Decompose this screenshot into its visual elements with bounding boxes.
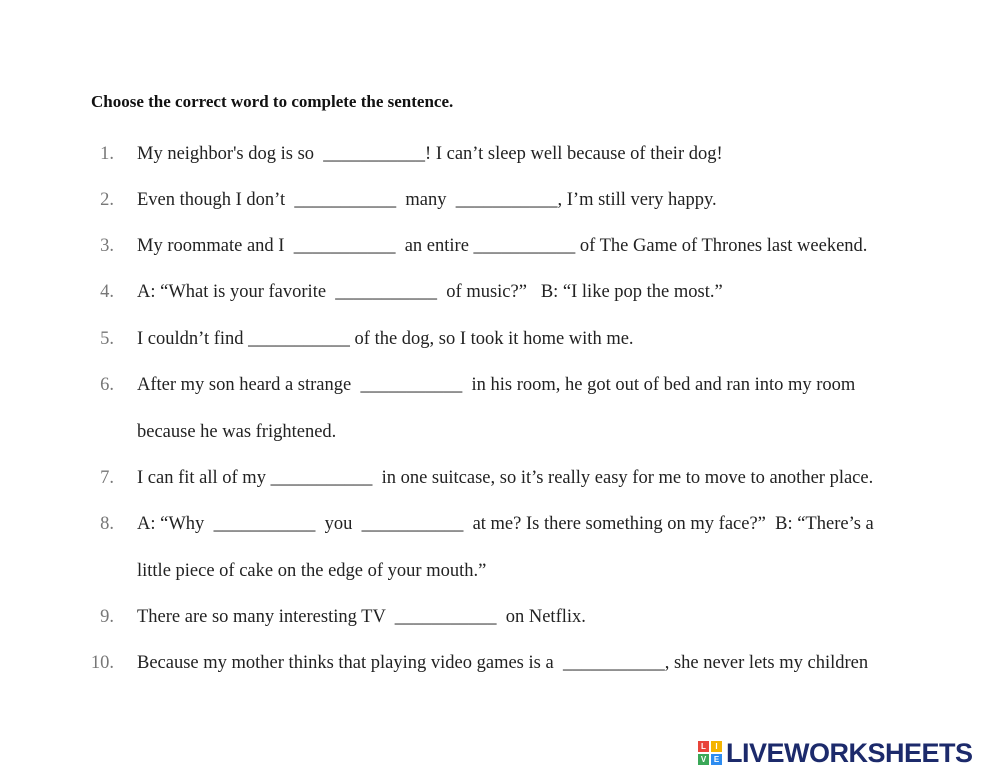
sentence-segment: on Netflix. (496, 607, 586, 627)
instruction-heading: Choose the correct word to complete the sentence. (91, 92, 454, 111)
sentence-text (137, 235, 867, 257)
sentence-segment: of the dog, so I took it home with me. (349, 329, 634, 349)
item-number: 9. (100, 607, 114, 627)
item-number: 1. (100, 144, 114, 164)
answer-blank[interactable]: ___________ (394, 607, 497, 627)
item-number: 7. (100, 468, 114, 488)
logo-cell: L (698, 741, 709, 752)
sentence-segment: A: “What is your favorite (137, 282, 336, 302)
sentence-segment: in one suitcase, so it’s really easy for me to move to another place. (372, 468, 874, 488)
sentence-segment: My neighbor's dog is so (137, 144, 324, 164)
answer-blank[interactable]: ___________ (360, 375, 463, 395)
sentence-segment: little piece of cake on the edge of your mouth.” (137, 561, 487, 581)
sentence-segment: of music?” B: “I like pop the most.” (437, 282, 723, 302)
item-number: 5. (100, 329, 114, 349)
sentence-text (137, 421, 336, 443)
answer-blank[interactable]: ___________ (270, 468, 373, 488)
logo-cell: E (711, 754, 722, 765)
answer-blank[interactable]: ___________ (293, 236, 396, 256)
sentence-text (137, 374, 855, 396)
logo-icon (698, 741, 722, 765)
answer-blank[interactable]: ___________ (473, 236, 576, 256)
sentence-segment: in his room, he got out of bed and ran into my room (462, 375, 856, 395)
sentence-text (137, 143, 723, 165)
logo-cell: I (711, 741, 722, 752)
sentence-segment: , I’m still very happy. (557, 190, 717, 210)
logo-cell: V (698, 754, 709, 765)
sentence-segment: because he was frightened. (137, 422, 337, 442)
item-number: 6. (100, 375, 114, 395)
sentence-text (137, 328, 634, 350)
sentence-segment: of The Game of Thrones last weekend. (575, 236, 868, 256)
sentence-segment: I couldn’t find (137, 329, 249, 349)
answer-blank[interactable]: ___________ (455, 190, 558, 210)
sentence-segment: ! I can’t sleep well because of their dog! (425, 144, 723, 164)
sentence-text (137, 281, 723, 303)
answer-blank[interactable]: ___________ (323, 144, 426, 164)
answer-blank[interactable]: ___________ (248, 329, 350, 349)
sentence-segment: Because my mother thinks that playing video games is a (137, 653, 563, 673)
sentence-text (137, 189, 717, 211)
sentence-text (137, 560, 486, 582)
liveworksheets-logo (698, 738, 973, 768)
sentence-segment: many (396, 190, 456, 210)
answer-blank[interactable]: ___________ (562, 653, 665, 673)
item-number: 2. (100, 190, 114, 210)
sentence-segment: at me? Is there something on my face?” B: “There’s a (463, 514, 874, 534)
item-number: 10. (90, 653, 114, 673)
answer-blank[interactable]: ___________ (361, 514, 464, 534)
sentence-text (137, 606, 586, 628)
sentence-text (137, 467, 873, 489)
sentence-segment: A: “Why (137, 514, 214, 534)
sentence-segment: My roommate and I (137, 236, 294, 256)
sentence-text (137, 652, 868, 674)
answer-blank[interactable]: ___________ (335, 282, 438, 302)
sentence-segment: , she never lets my children (664, 653, 869, 673)
brand-name: LIVEWORKSHEETS (726, 737, 973, 768)
sentence-segment: After my son heard a strange (137, 375, 361, 395)
item-number: 4. (100, 282, 114, 302)
sentence-segment: you (315, 514, 362, 534)
answer-blank[interactable]: ___________ (294, 190, 397, 210)
answer-blank[interactable]: ___________ (213, 514, 316, 534)
item-number: 8. (100, 514, 114, 534)
sentence-segment: There are so many interesting TV (137, 607, 395, 627)
sentence-text (137, 513, 874, 535)
sentence-segment: an entire (395, 236, 474, 256)
sentence-segment: I can fit all of my (137, 468, 271, 488)
item-number: 3. (100, 236, 114, 256)
sentence-segment: Even though I don’t (137, 190, 295, 210)
